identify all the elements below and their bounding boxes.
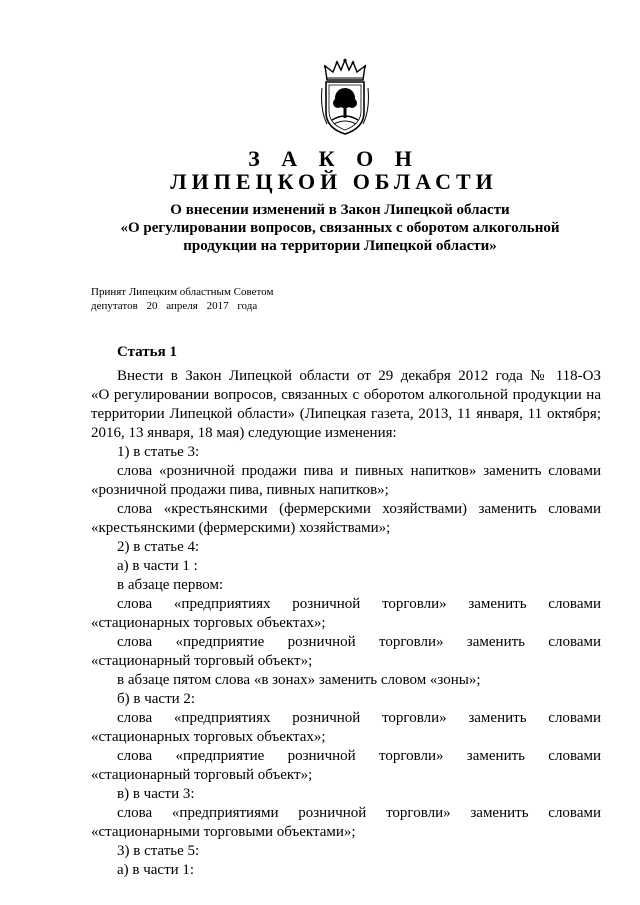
- adoption-note-line-2: депутатов 20 апреля 2017 года: [91, 300, 258, 312]
- article-body-line: а) в части 1:: [117, 862, 195, 878]
- article-body-line: «стационарных торговых объектах»;: [91, 729, 326, 745]
- subtitle-line-2: «О регулировании вопросов, связанных с оборотом алкогольной: [120, 220, 560, 236]
- article-body-line: слова «крестьянскими (фермерскими хозяйствами) заменить словами: [117, 501, 601, 517]
- article-heading: Статья 1: [117, 344, 177, 360]
- article-body-line: «стационарными торговыми объектами»;: [91, 824, 356, 840]
- article-body-line: 1) в статье 3:: [117, 444, 200, 460]
- article-body-line: в абзаце первом:: [117, 577, 224, 593]
- article-body-line: слова «предприятиях розничной торговли» заменить словами: [117, 596, 601, 612]
- article-body-line: «розничной продажи пива, пивных напитков»;: [91, 482, 389, 498]
- article-body-line: слова «розничной продажи пива и пивных напитков» заменить словами: [117, 463, 601, 479]
- article-body-line: в абзаце пятом слова «в зонах» заменить словом «зоны»;: [117, 672, 481, 688]
- article-body-line: «стационарный торговый объект»;: [91, 767, 313, 783]
- article-body-line: территории Липецкой области» (Липецкая газета, 2013, 11 января, 11 октября;: [91, 406, 601, 422]
- article-body-line: 3) в статье 5:: [117, 843, 200, 859]
- law-title-word: З А К О Н: [248, 146, 420, 171]
- article-body-line: 2) в статье 4:: [117, 539, 200, 555]
- article-body-line: «О регулировании вопросов, связанных с оборотом алкогольной продукции на: [91, 387, 601, 403]
- article-body-line: слова «предприятие розничной торговли» заменить словами: [117, 748, 601, 764]
- article-body-line: в) в части 3:: [117, 786, 195, 802]
- article-body-line: а) в части 1 :: [117, 558, 198, 574]
- coat-of-arms-emblem: [319, 58, 371, 136]
- article-body-line: Внести в Закон Липецкой области от 29 декабря 2012 года № 118-ОЗ: [117, 368, 601, 384]
- article-body-line: «стационарный торговый объект»;: [91, 653, 313, 669]
- subtitle-line-3: продукции на территории Липецкой области»: [183, 238, 497, 254]
- article-body-line: слова «предприятиях розничной торговли» заменить словами: [117, 710, 601, 726]
- article-body-line: «стационарных торговых объектах»;: [91, 615, 326, 631]
- article-body-line: 2016, 13 января, 18 мая) следующие изменения:: [91, 425, 397, 441]
- article-body-line: слова «предприятиями розничной торговли» заменить словами: [117, 805, 601, 821]
- subtitle-line-1: О внесении изменений в Закон Липецкой области: [170, 202, 510, 218]
- adoption-note-line-1: Принят Липецким областным Советом: [91, 286, 274, 298]
- article-body-line: «крестьянскими (фермерскими) хозяйствами»;: [91, 520, 391, 536]
- article-body: [91, 367, 601, 880]
- article-body-line: б) в части 2:: [117, 691, 196, 707]
- law-title-region: ЛИПЕЦКОЙ ОБЛАСТИ: [170, 169, 498, 194]
- article-body-line: слова «предприятие розничной торговли» заменить словами: [117, 634, 601, 650]
